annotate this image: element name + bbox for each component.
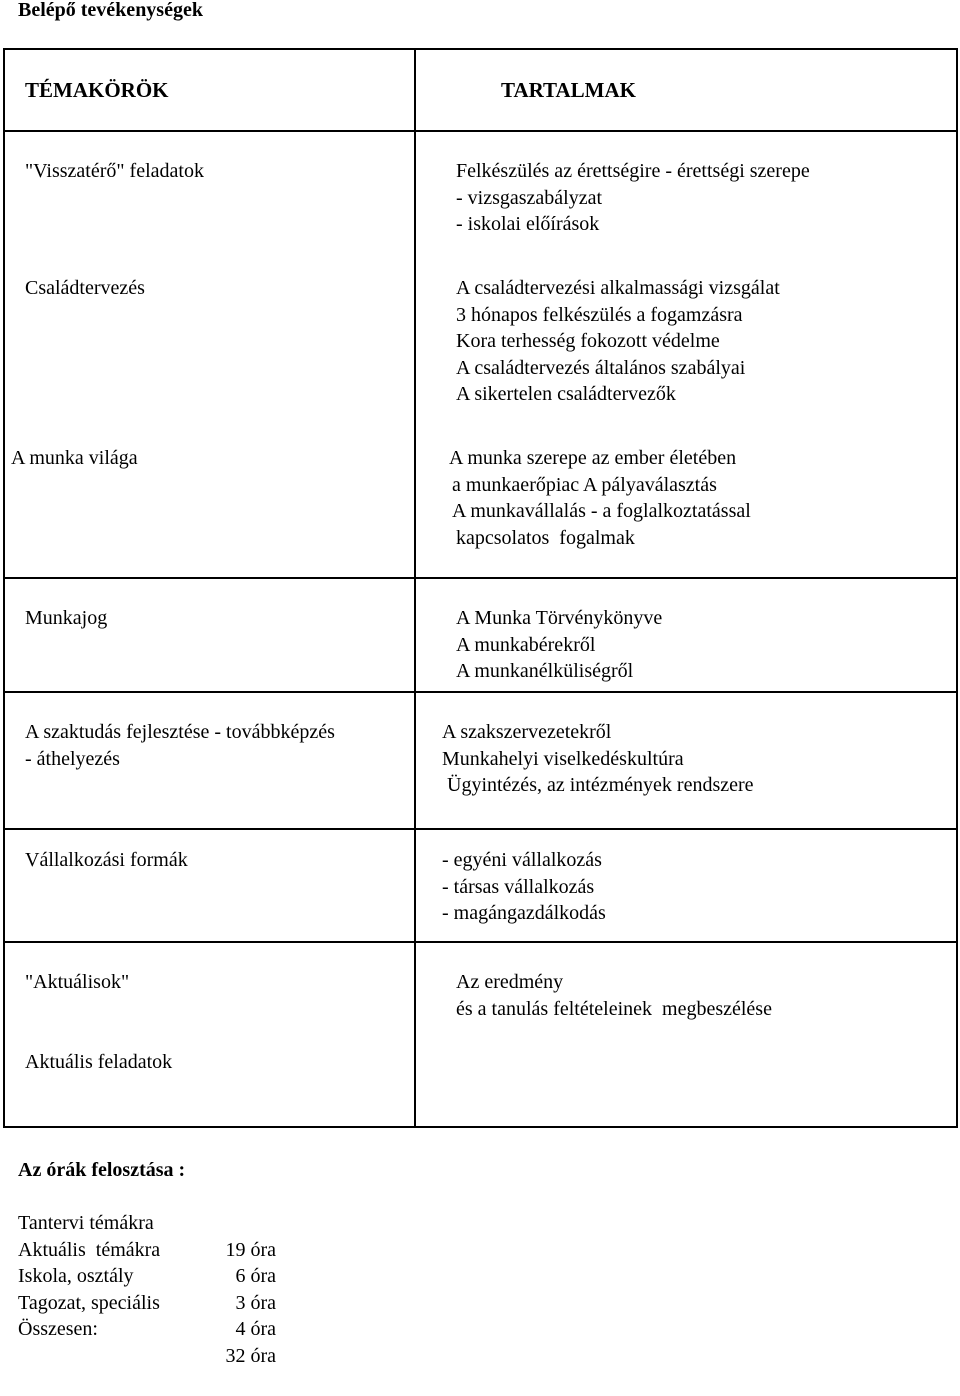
table-rule xyxy=(3,1126,958,1128)
table-rule xyxy=(3,577,958,579)
topic-cell: - áthelyezés xyxy=(25,747,120,770)
content-line: A szakszervezetekről xyxy=(442,721,612,743)
topic-cell: Vállalkozási formák xyxy=(25,849,188,871)
topics-table xyxy=(3,48,958,1128)
topic-cell: Aktuális feladatok xyxy=(25,1051,173,1073)
topic-cell: A szaktudás fejlesztése - továbbképzés xyxy=(25,721,335,743)
content-line: - vizsgaszabályzat xyxy=(456,186,603,209)
table-rule xyxy=(3,941,958,943)
summary-label: Tantervi témákra xyxy=(18,1212,154,1234)
topic-cell: "Visszatérő" feladatok xyxy=(25,160,204,182)
summary-hours: 32 óra xyxy=(225,1344,276,1367)
summary-label: Összesen: xyxy=(18,1318,98,1340)
summary-label: Aktuális témákra xyxy=(18,1238,161,1261)
summary-hours: 19 óra xyxy=(225,1238,276,1261)
header-topics: TÉMAKÖRÖK xyxy=(25,78,169,102)
content-line: A munka szerepe az ember életében xyxy=(449,447,737,469)
table-rule xyxy=(3,48,958,50)
summary-label: Tagozat, speciális xyxy=(18,1291,160,1314)
content-line: 3 hónapos felkészülés a fogamzásra xyxy=(456,303,743,326)
summary-hours: 4 óra xyxy=(235,1318,276,1340)
summary-title: Az órák felosztása : xyxy=(18,1159,186,1181)
table-rule xyxy=(414,48,416,1128)
content-line: - egyéni vállalkozás xyxy=(442,849,602,871)
content-line: Felkészülés az érettségire - érettségi szerepe xyxy=(456,160,810,182)
page-heading: Belépő tevékenységek xyxy=(18,0,203,21)
topic-cell: A munka világa xyxy=(11,447,138,469)
content-line: Az eredmény xyxy=(456,971,564,993)
content-line: A munkavállalás - a foglalkoztatással xyxy=(452,500,751,522)
topic-cell: "Aktuálisok" xyxy=(25,971,130,993)
content-line: a munkaerőpiac A pályaválasztás xyxy=(452,473,717,496)
content-line: Kora terhesség fokozott védelme xyxy=(456,330,720,352)
table-rule xyxy=(3,130,958,132)
content-line: és a tanulás feltételeinek megbeszélése xyxy=(456,997,772,1020)
content-line: A családtervezési alkalmassági vizsgálat xyxy=(456,277,780,299)
content-line: A munkanélküliségről xyxy=(456,660,634,682)
content-line: - magángazdálkodás xyxy=(442,902,606,924)
content-line: kapcsolatos fogalmak xyxy=(456,526,635,549)
content-line: - iskolai előírások xyxy=(456,213,600,235)
content-line: A munkabérekről xyxy=(456,633,596,656)
summary-hours: 3 óra xyxy=(235,1291,276,1314)
table-rule xyxy=(3,828,958,830)
content-line: A családtervezés általános szabályai xyxy=(456,356,746,379)
content-line: A Munka Törvénykönyve xyxy=(456,607,663,629)
table-rule xyxy=(956,48,958,1128)
table-rule xyxy=(3,48,5,1128)
topic-cell: Családtervezés xyxy=(25,277,145,299)
topic-cell: Munkajog xyxy=(25,607,108,629)
table-rule xyxy=(3,691,958,693)
content-line: A sikertelen családtervezők xyxy=(456,383,676,405)
header-contents: TARTALMAK xyxy=(501,78,636,102)
content-line: Ügyintézés, az intézmények rendszere xyxy=(442,774,754,796)
summary-hours: 6 óra xyxy=(235,1265,276,1287)
content-line: - társas vállalkozás xyxy=(442,875,595,898)
hours-summary xyxy=(18,1157,276,1367)
summary-label: Iskola, osztály xyxy=(18,1265,134,1287)
content-line: Munkahelyi viselkedéskultúra xyxy=(442,747,684,770)
